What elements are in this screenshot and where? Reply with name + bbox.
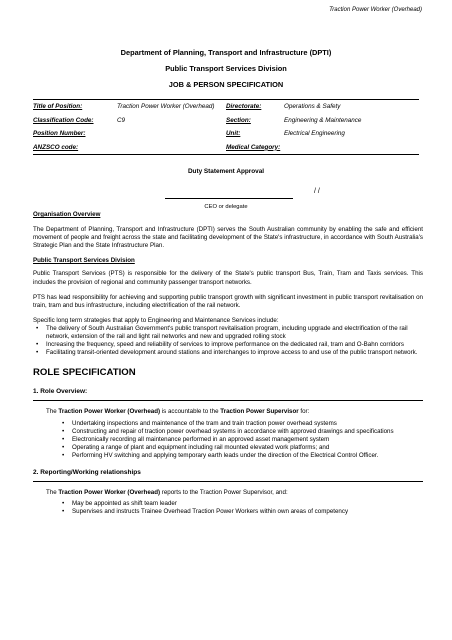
spec-title: JOB & PERSON SPECIFICATION: [168, 80, 284, 89]
strategies-lead: Specific long term strategies that apply to Engineering and Maintenance Services include:: [33, 316, 279, 324]
title-label: Title of Position:: [33, 103, 83, 111]
info-table-bottom-rule: [33, 154, 419, 155]
reporting-heading: 2. Reporting/Working relationships: [33, 469, 423, 482]
list-item: • Undertaking inspections and maintenance of the tram and train traction power overhead systems: [72, 420, 423, 428]
list-item: • Increasing the frequency, speed and reliability of services to improve performance on the dedicated rail, tram and O-Bahn corridors: [46, 341, 423, 349]
org-overview-paragraph: The Department of Planning, Transport and Infrastructure (DPTI) serves the South Australian community by enabling the safe and efficient movement of people and freight across the state and facilitating development of the State's infrastructure, in accordance with South Australia's Strategic Plan and the State Infrastructure Plan.: [33, 226, 423, 250]
anzsco-label: ANZSCO code:: [33, 143, 79, 151]
title-block: [0, 47, 452, 90]
position-info-table: [33, 99, 419, 155]
division-title: Public Transport Services Division: [165, 64, 287, 73]
reporting-section: [33, 489, 423, 516]
section-value: Engineering & Maintenance: [284, 116, 362, 124]
list-item: • Supervises and instructs Trainee Overhead Traction Power Workers within own areas of competency: [72, 508, 423, 516]
list-item: • The delivery of South Australian Government's public transport revitalisation program, including upgrade and electrification of the rail network, extension of the rail and light rail networks and new and upgraded rolling stock: [46, 325, 423, 341]
list-item: • Operating a range of plant and equipment including rail mounted elevated work platforms; and: [72, 444, 423, 452]
directorate-label: Directorate:: [226, 103, 262, 111]
running-header: Traction Power Worker (Overhead): [329, 7, 422, 13]
reporting-lead: The Traction Power Worker (Overhead) reports to the Traction Power Supervisor, and:: [46, 489, 288, 497]
pts-growth-paragraph: PTS has lead responsibility for achieving and supporting public transport growth with significant investment in public transport revitalisation on train, tram and bus infrastructure, including electrification of the rail network.: [33, 293, 423, 309]
info-row-anzsco: [33, 141, 419, 155]
list-item: • Performing HV switching and applying temporary earth leads under the direction of the Electrical Control Officer.: [72, 452, 423, 460]
classification-value: C9: [117, 116, 126, 124]
signature-caption: CEO or delegate: [204, 204, 248, 210]
title-value: Traction Power Worker (Overhead): [117, 103, 215, 111]
department-title: Department of Planning, Transport and Infrastructure (DPTI): [120, 48, 332, 57]
reporting-list: [46, 500, 423, 516]
role-specification-heading: ROLE SPECIFICATION: [33, 367, 136, 379]
position-label: Position Number:: [33, 130, 86, 138]
classification-label: Classification Code:: [33, 116, 94, 124]
signature-line: [165, 198, 293, 199]
strategies-list: [33, 325, 423, 357]
info-row-position: [33, 127, 419, 141]
medical-label: Medical Category:: [226, 143, 281, 151]
role-overview-list: [46, 420, 423, 460]
unit-label: Unit:: [226, 130, 241, 138]
list-item: • Constructing and repair of traction power overhead systems in accordance with approved drawings and specifications: [72, 428, 423, 436]
pts-paragraph: Public Transport Services (PTS) is responsible for the delivery of the State's public transport Bus, Train, Tram and Taxis services. This includes the provision of regional and community passenger transport networks.: [33, 270, 423, 286]
approval-title: Duty Statement Approval: [187, 168, 265, 175]
role-overview-lead: The Traction Power Worker (Overhead) is accountable to the Traction Power Supervisor for:: [46, 408, 310, 416]
directorate-value: Operations & Safety: [284, 103, 341, 111]
signature-date-marks: / /: [314, 188, 320, 195]
section-label: Section:: [226, 116, 251, 124]
role-overview-heading: 1. Role Overview:: [33, 388, 423, 401]
unit-value: Electrical Engineering: [284, 130, 345, 138]
list-item: • Electronically recording all maintenance performed in an approved asset management system: [72, 436, 423, 444]
list-item: • May be appointed as shift team leader: [72, 500, 423, 508]
document-body: [33, 211, 423, 516]
info-row-title: [33, 100, 419, 114]
pts-heading: Public Transport Services Division: [33, 257, 135, 265]
info-row-classification: [33, 114, 419, 128]
list-item: • Facilitating transit-oriented development around stations and interchanges to improve access to and use of the public transport network.: [46, 349, 423, 357]
org-overview-heading: Organisation Overview: [33, 211, 101, 218]
role-overview-section: [33, 408, 423, 460]
